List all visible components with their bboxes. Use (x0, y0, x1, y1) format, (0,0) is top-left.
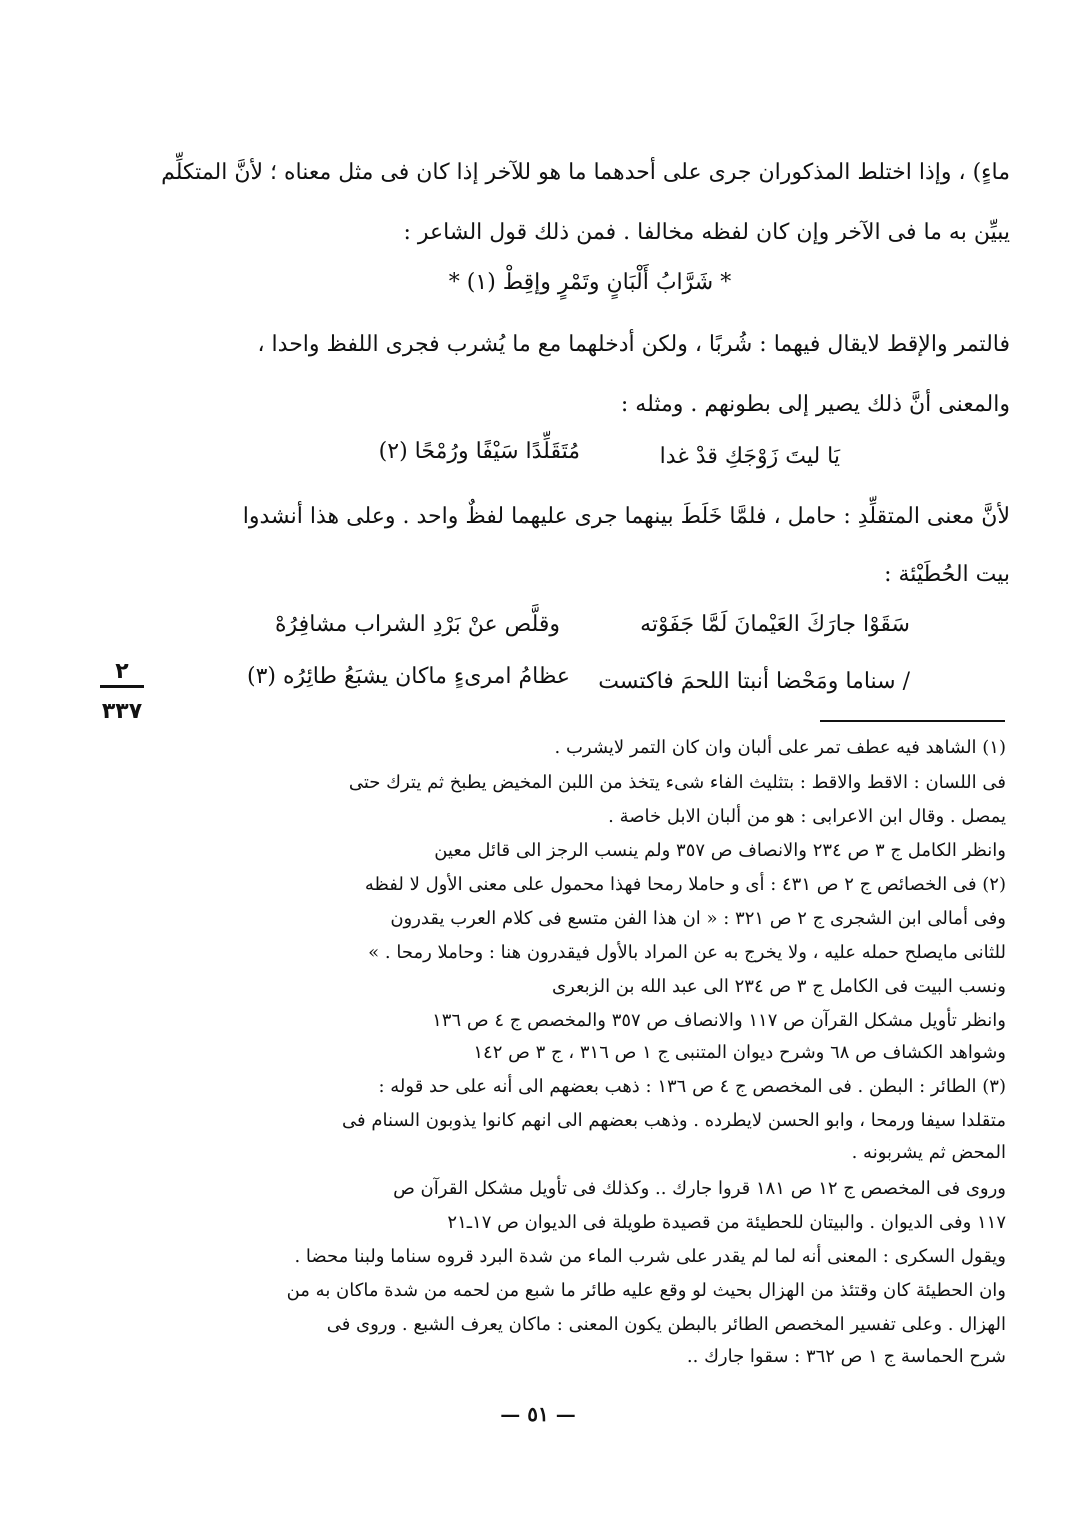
footnote-line: وشواهد الكشاف ص ٦٨ وشرح ديوان المتنبى ج ١ ص ٣١٦ ، ج ٣ ص ١٤٢ (473, 1042, 1006, 1063)
body-line-2: يبيِّن به ما فى الآخر وإن كان لفظه مخالفا . فمن ذلك قول الشاعر : (403, 220, 1010, 245)
margin-rule (100, 685, 144, 688)
margin-volume-number: ٢ (115, 659, 129, 684)
footnote-line: ١١٧ وفى الديوان . والبيتان للحطيئة من قصيدة طويلة فى الديوان ص ١٧ـ٢١ (447, 1212, 1006, 1233)
footnote-line: وانظر الكامل ج ٣ ص ٢٣٤ والانصاف ص ٣٥٧ ولم ينسب الرجز الى قائل معين (434, 840, 1006, 861)
body-line-6: بيت الحُطَيْئة : (884, 562, 1010, 587)
footnote-line: يمصل . وقال ابن الاعرابى : هو من ألبان الابل خاصة . (608, 806, 1006, 827)
footnote-line: (١) الشاهد فيه عطف تمر على ألبان وان كان التمر لايشرب . (554, 737, 1006, 758)
footnote-line: وانظر تأويل مشكل القرآن ص ١١٧ والانصاف ص ٣٥٧ والمخصص ج ٤ ص ١٣٦ (432, 1010, 1006, 1031)
verse-4-first-hemistich: / سناما ومَحْضا أنبتا اللحمَ فاكتست (598, 669, 910, 694)
page-number: — ٥١ — (500, 1402, 576, 1426)
footnote-line: وان الحطيئة كان وقتئذ من الهزال بحيث لو وقع عليه طائر ما شبع من لحمه من شدة ماكان به من (286, 1280, 1006, 1301)
footnote-line: ويقول السكرى : المعنى أنه لما لم يقدر على شرب الماء من شدة البرد قروه سناما ولبنا محضا . (294, 1246, 1006, 1267)
footnote-line: متقلدا سيفا ورمحا ، وابو الحسن لايطرده . وذهب بعضهم الى انهم كانوا يذوبون السنام فى (342, 1110, 1006, 1131)
footnote-line: وروى فى المخصص ج ١٢ ص ١٨١ قروا جارك .. وكذلك فى تأويل مشكل القرآن ص (393, 1178, 1006, 1199)
verse-3-second-hemistich: وقلَّص عنْ بَرْدِ الشراب مشافِرُهْ (275, 612, 560, 637)
footnote-separator (820, 720, 1005, 722)
verse-rajaz: * شَرَّابُ أَلْبَانٍ وتَمْرٍ وإقِطْ (١) * (448, 270, 732, 295)
body-line-3: فالتمر والإقط لايقال فيهما : شُربًا ، ولكن أدخلهما مع ما يُشرب فجرى اللفظ واحدا ، (257, 332, 1010, 357)
verse-3-first-hemistich: سَقَوْا جارَكَ العَيْمانَ لَمَّا جَفَوْته (640, 612, 910, 637)
footnote-line: المحض ثم يشربونه . (851, 1142, 1006, 1163)
body-line-5: لأنَّ معنى المتقلِّدِ : حامل ، فلمَّا خَلَطَ بينهما جرى عليهما لفظٌ واحد . وعلى هذا أنشدوا (242, 504, 1010, 529)
verse-4-second-hemistich: عظامُ امرىءٍ ماكان يشبَعُ طائِرُه (٣) (247, 664, 570, 689)
footnote-line: شرح الحماسة ج ١ ص ٣٦٢ : سقوا جارك .. (686, 1346, 1006, 1367)
footnote-line: (٢) فى الخصائص ج ٢ ص ٤٣١ : أى و حاملا رمحا فهذا محمول على معنى الأول لا لفظه (364, 874, 1006, 895)
footnote-line: ونسب البيت فى الكامل ج ٣ ص ٢٣٤ الى عبد الله بن الزبعرى (551, 976, 1006, 997)
body-line-1: ماءٍ) ، وإذا اختلط المذكوران جرى على أحدهما ما هو للآخر إذا كان فى مثل معناه ؛ لأنَّ المتكلِّم (161, 160, 1010, 185)
footnote-line: فى اللسان : الاقط والاقط : بتثليث الفاء شىء يتخذ من اللبن المخيض يطبخ ثم يترك حتى (348, 772, 1006, 793)
verse-2-second-hemistich: مُتَقَلِّدًا سَيْفًا ورُمْحًا (٢) (378, 439, 580, 464)
verse-2-first-hemistich: يَا ليتَ زَوْجَكِ قدْ غدا (659, 444, 840, 469)
margin-page-reference: ٣٣٧ (101, 699, 143, 724)
footnote-line: (٣) الطائر : البطن . فى المخصص ج ٤ ص ١٣٦ : ذهب بعضهم الى أنه على حد قوله : (378, 1076, 1006, 1097)
footnote-line: وفى أمالى ابن الشجرى ج ٢ ص ٣٢١ : « ان هذا الفن متسع فى كلام العرب يقدرون (390, 908, 1006, 929)
footnote-line: الهزال . وعلى تفسير المخصص الطائر بالبطن يكون المعنى : ماكان يعرف الشبع . وروى فى (326, 1314, 1006, 1335)
body-line-4: والمعنى أنَّ ذلك يصير إلى بطونهم . ومثله : (620, 392, 1010, 417)
footnote-line: للثانى مايصلح حمله عليه ، ولا يخرج به عن المراد بالأول فيقدرون هنا : وحاملا رمحا . » (368, 942, 1006, 963)
